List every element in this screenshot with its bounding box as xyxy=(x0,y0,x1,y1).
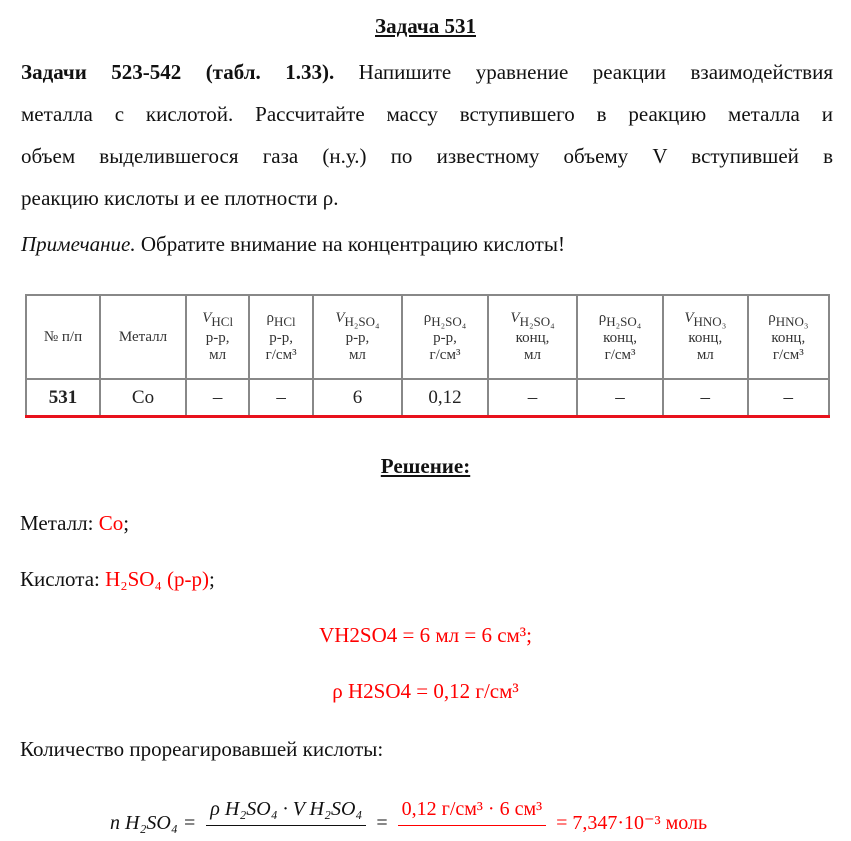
cell: – xyxy=(488,379,577,417)
acid-end: ; xyxy=(209,567,215,591)
task-line-1: Напишите уравнение реакции взаимодействия xyxy=(358,60,833,84)
metal-line xyxy=(20,511,129,536)
header-symbol: V xyxy=(510,310,520,326)
header-kind: р-р, xyxy=(433,330,457,346)
acid-value: H₂SO₄ (р-р) xyxy=(105,567,209,591)
volume-line: VH2SO4 = 6 мл = 6 см³; xyxy=(319,623,532,647)
header-cell xyxy=(402,295,488,379)
header-symbol: V xyxy=(202,310,212,326)
formula-numerator-values: 0,12 г/см³ · 6 см³ xyxy=(398,796,546,826)
header-subscript: HCl xyxy=(274,314,296,329)
formula xyxy=(110,796,707,836)
header-unit: мл xyxy=(209,347,227,363)
acid-label: Кислота: xyxy=(20,567,100,591)
header-symbol: ρ xyxy=(266,310,274,326)
header-symbol: V xyxy=(684,310,694,326)
header-kind: р-р, xyxy=(205,330,230,346)
data-table xyxy=(25,294,830,418)
task-line-3: объем выделившегося газа (н.у.) по известному объему V вступившей в xyxy=(21,144,833,168)
header-subscript: HNO₃ xyxy=(693,314,727,329)
header-cell xyxy=(313,295,402,379)
header-cell xyxy=(577,295,663,379)
header-symbol: ρ xyxy=(423,310,432,326)
header-kind: р-р, xyxy=(269,330,293,346)
task-line-2: металла с кислотой. Рассчитайте массу вступившего в реакцию металла и xyxy=(21,102,833,126)
cell: 6 xyxy=(313,379,402,417)
header-cell xyxy=(186,295,249,379)
table-row xyxy=(26,379,829,417)
header-subscript: HNO₃ xyxy=(775,314,809,329)
cell: – xyxy=(577,379,663,417)
header-unit: г/см³ xyxy=(429,347,461,363)
density-line: ρ H2SO4 = 0,12 г/см³ xyxy=(332,679,519,703)
cell: 0,12 xyxy=(402,379,488,417)
cell: Co xyxy=(100,379,186,417)
header-subscript: HCl xyxy=(211,314,234,329)
formula-eq: = xyxy=(376,812,388,834)
formula-fraction-symbolic xyxy=(206,796,366,826)
cell: – xyxy=(748,379,829,417)
header-cell xyxy=(249,295,313,379)
header-cell: Металл xyxy=(100,295,186,379)
task-text xyxy=(21,51,833,219)
amount-label: Количество прореагировавшей кислоты: xyxy=(20,737,384,761)
header-unit: г/см³ xyxy=(265,347,297,363)
header-unit: г/см³ xyxy=(604,347,636,363)
header-subscript: H₂SO₄ xyxy=(431,314,467,329)
header-cell xyxy=(663,295,748,379)
header-cell xyxy=(488,295,577,379)
formula-lhs: n H₂SO₄ = xyxy=(110,812,197,834)
header-cell xyxy=(748,295,829,379)
header-kind: конц, xyxy=(771,330,806,346)
cell: – xyxy=(663,379,748,417)
formula-numerator: ρ H₂SO₄ · V H₂SO₄ xyxy=(206,796,366,826)
header-symbol: ρ xyxy=(768,310,776,326)
header-unit: мл xyxy=(348,347,366,363)
header-symbol: ρ xyxy=(598,310,607,326)
header-cell: № п/п xyxy=(26,295,100,379)
page-title: Задача 531 xyxy=(375,14,476,38)
header-unit: мл xyxy=(524,347,541,363)
formula-fraction-values xyxy=(398,796,546,826)
task-ref: Задачи 523-542 (табл. 1.33). xyxy=(21,60,335,84)
solution-title: Решение: xyxy=(380,454,471,478)
header-unit: мл xyxy=(696,347,714,363)
metal-value: Co xyxy=(98,511,124,535)
acid-line xyxy=(20,567,215,592)
task-line-4: реакцию кислоты и ее плотности ρ. xyxy=(21,186,339,210)
header-subscript: H₂SO₄ xyxy=(519,314,555,329)
header-kind: конц, xyxy=(688,330,723,346)
note-text: Обратите внимание на концентрацию кислоты! xyxy=(140,232,565,256)
note-label: Примечание. xyxy=(21,232,136,256)
header-subscript: H₂SO₄ xyxy=(606,314,642,329)
red-rule xyxy=(25,415,830,418)
cell: – xyxy=(186,379,249,417)
metal-end: ; xyxy=(123,511,130,535)
cell: – xyxy=(249,379,313,417)
header-kind: конц, xyxy=(515,330,550,346)
metal-label: Металл: xyxy=(20,511,94,535)
formula-result: = 7,347·10⁻³ моль xyxy=(556,812,708,834)
header-subscript: H₂SO₄ xyxy=(344,314,380,329)
header-kind: р-р, xyxy=(345,330,370,346)
header-unit: г/см³ xyxy=(772,347,804,363)
table-header-row xyxy=(26,295,829,379)
cell: 531 xyxy=(26,379,100,417)
header-symbol: V xyxy=(335,310,345,326)
note xyxy=(21,232,565,257)
header-kind: конц, xyxy=(603,330,637,346)
